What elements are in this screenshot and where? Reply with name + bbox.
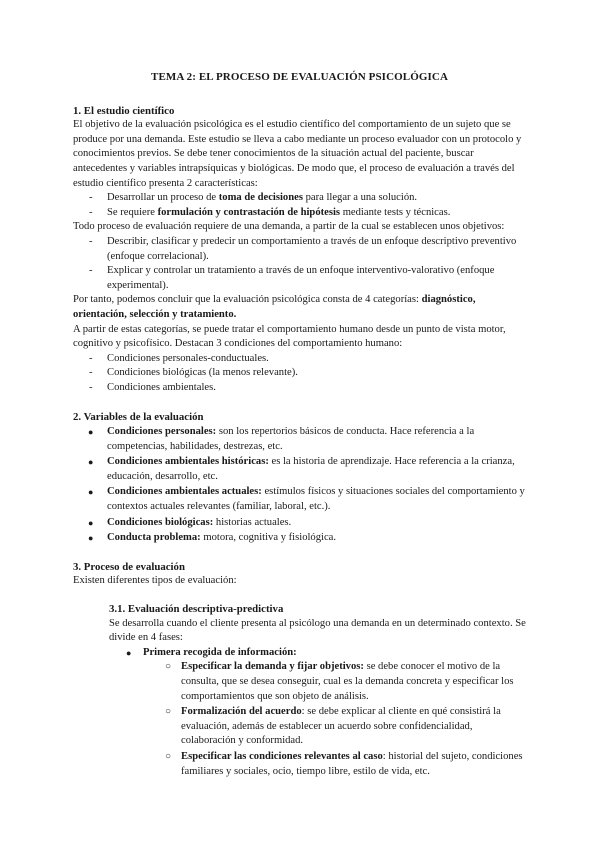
list-item: ○ Especificar la demanda y fijar objetivos: se debe conocer el motivo de la consulta, que se desea conseguir, cual es la demanda concreta y especificar los comportamientos que son objeto de análisis. [165, 661, 514, 702]
characteristics-list [73, 191, 526, 220]
list-item: ● Condiciones biológicas: historias actuales. [73, 516, 526, 531]
objectives-list [73, 235, 526, 293]
steps-list [109, 660, 526, 779]
circle-bullet-icon: ○ [165, 750, 172, 762]
document-title: TEMA 2: EL PROCESO DE EVALUACIÓN PSICOLÓGICA [151, 71, 448, 83]
section-3-intro: Existen diferentes tipos de evaluación: [73, 575, 237, 587]
subsection-3-1-intro: Se desarrolla cuando el cliente presenta al psicólogo una demanda en un determinado contexto. Se divide en 4 fases: [109, 617, 526, 644]
bullet-icon: ● [126, 647, 132, 658]
section-2-heading: 2. Variables de la evaluación [73, 411, 204, 424]
list-item: - Condiciones personales-conductuales. [73, 352, 526, 367]
dash-marker: - [89, 352, 93, 364]
dash-marker: - [89, 381, 93, 393]
list-item: - Se requiere formulación y contrastación de hipótesis mediante tests y técnicas. [73, 206, 526, 221]
list-item: ● Condiciones ambientales actuales: estímulos físicos y situaciones sociales del comportamiento y contextos actuales relevantes (familiar, laboral, etc.). [88, 486, 525, 513]
phases-list [109, 646, 526, 661]
conditions-list [73, 352, 526, 396]
list-item: - Condiciones biológicas (la menos relevante). [73, 366, 526, 381]
list-item: - Describir, clasificar y predecir un comportamiento a través de un enfoque descriptivo preventivo (enfoque correlacional). [89, 235, 517, 262]
list-item: - Desarrollar un proceso de toma de decisiones para llegar a una solución. [73, 191, 526, 206]
list-item: ○ Especificar las condiciones relevantes al caso: historial del sujeto, condiciones familiares y sociales, ocio, tiempo libre, estilo de vida, etc. [165, 750, 523, 777]
bullet-icon: ● [88, 457, 94, 468]
dash-marker: - [89, 192, 93, 204]
dash-marker: - [89, 265, 93, 277]
list-item: ● Condiciones ambientales históricas: es la historia de aprendizaje. Hace referencia a la crianza, educación, desarrollo, etc. [88, 456, 515, 482]
bullet-icon: ● [88, 533, 94, 544]
section-1-paragraph: Todo proceso de evaluación requiere de una demanda, a partir de la cual se establecen unos objetivos: [73, 221, 505, 233]
list-item: - Explicar y controlar un tratamiento a través de un enfoque interventivo-valorativo (enfoque experimental). [89, 265, 495, 291]
bullet-icon: ● [88, 427, 94, 438]
section-1-paragraph: A partir de estas categorías, se puede tratar el comportamiento humano desde un punto de vista motor, cognitivo y psicofísico. Destacan 3 condiciones del comportamiento humano: [73, 323, 506, 350]
section-1-intro: El objetivo de la evaluación psicológica es el estudio científico del comportamiento de un sujeto que se produce por una demanda. Este estudio se lleva a cabo mediante un proceso evaluador con un protocolo y conocimientos previos. Se debe tener conocimientos de la situación actual del paciente, buscar antecedentes y variables intrapsíquicas y biológicas. De modo que, el proceso de evaluación a través del estudio científico presenta 2 características: [73, 119, 522, 189]
list-item: ○ Formalización del acuerdo: se debe explicar al cliente en qué consistirá la evaluación, además de establecer un acuerdo sobre confidencialidad, colaboración y conformidad. [165, 706, 501, 747]
subsection-3-1 [73, 602, 526, 779]
dash-marker: - [89, 206, 93, 218]
section-3-heading: 3. Proceso de evaluación [73, 560, 185, 573]
circle-bullet-icon: ○ [165, 706, 172, 718]
circle-bullet-icon: ○ [165, 661, 172, 673]
dash-marker: - [89, 235, 93, 247]
section-1-paragraph: Por tanto, podemos concluir que la evaluación psicológica consta de 4 categorías: diagnóstico, orientación, selección y tratamiento. [73, 294, 476, 320]
list-item: - Condiciones ambientales. [73, 381, 526, 396]
list-item: ● Conducta problema: motora, cognitiva y fisiológica. [73, 531, 526, 546]
bullet-icon: ● [88, 517, 94, 528]
list-item: ● Condiciones personales: son los repertorios básicos de conducta. Hace referencia a la competencias, habilidades, destrezas, etc. [88, 426, 475, 452]
list-item: ● Primera recogida de información: [109, 646, 526, 661]
bullet-icon: ● [88, 487, 94, 498]
subsection-3-1-heading: 3.1. Evaluación descriptiva-predictiva [109, 603, 284, 615]
variables-list [73, 425, 526, 546]
section-1-heading: 1. El estudio científico [73, 104, 175, 117]
dash-marker: - [89, 367, 93, 379]
